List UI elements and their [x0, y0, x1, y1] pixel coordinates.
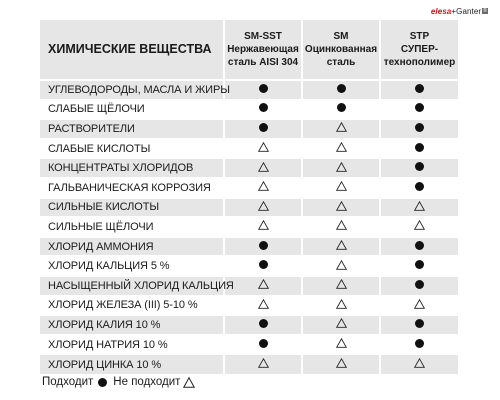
outline-triangle-icon — [336, 181, 347, 191]
chemical-resistance-table — [40, 20, 458, 374]
rating-cell-stp — [380, 256, 458, 276]
rating-cell-sm-sst — [224, 276, 302, 296]
rating-cell-stp — [380, 237, 458, 257]
filled-circle-icon — [259, 241, 268, 250]
outline-triangle-icon — [258, 279, 269, 289]
rating-cell-sm — [302, 354, 380, 374]
filled-circle-icon — [259, 123, 268, 132]
chemical-name: СИЛЬНЫЕ КИСЛОТЫ — [40, 198, 224, 218]
table-row — [40, 217, 458, 237]
rating-cell-sm-sst — [224, 178, 302, 198]
outline-triangle-icon — [258, 220, 269, 230]
table-header-row — [40, 20, 458, 80]
chemical-name: ХЛОРИД ЦИНКА 10 % — [40, 354, 224, 374]
column-header-code: STP — [409, 31, 430, 42]
outline-triangle-icon — [336, 279, 347, 289]
table-row — [40, 178, 458, 198]
chemical-name: ГАЛЬВАНИЧЕСКАЯ КОРРОЗИЯ — [40, 178, 224, 198]
table-row — [40, 354, 458, 374]
rating-cell-stp — [380, 178, 458, 198]
outline-triangle-icon — [336, 260, 347, 270]
brand-logo — [431, 7, 488, 16]
column-header-code: SM-SST — [244, 31, 282, 42]
outline-triangle-icon — [258, 358, 269, 368]
filled-circle-icon — [337, 103, 346, 112]
table-row — [40, 256, 458, 276]
rating-cell-sm-sst — [224, 80, 302, 100]
filled-circle-icon — [415, 103, 424, 112]
outline-triangle-icon — [258, 162, 269, 172]
rating-cell-stp — [380, 354, 458, 374]
rating-cell-stp — [380, 315, 458, 335]
filled-circle-icon — [415, 162, 424, 171]
logo-badge: ® — [483, 8, 487, 14]
filled-circle-icon — [337, 84, 346, 93]
outline-triangle-icon — [336, 201, 347, 211]
outline-triangle-icon — [414, 358, 425, 368]
column-header-chemicals: ХИМИЧЕСКИЕ ВЕЩЕСТВА — [48, 42, 212, 56]
chemical-name: СЛАБЫЕ ЩЁЛОЧИ — [40, 100, 224, 120]
rating-cell-sm — [302, 158, 380, 178]
filled-circle-icon — [415, 260, 424, 269]
filled-circle-icon — [415, 241, 424, 250]
rating-cell-sm — [302, 237, 380, 257]
chemical-name: ХЛОРИД КАЛЬЦИЯ 5 % — [40, 256, 224, 276]
table-row — [40, 198, 458, 218]
rating-cell-sm — [302, 335, 380, 355]
outline-triangle-icon — [414, 299, 425, 309]
rating-cell-stp — [380, 296, 458, 316]
table-row — [40, 296, 458, 316]
table-row — [40, 119, 458, 139]
filled-circle-icon — [415, 143, 424, 152]
rating-cell-stp — [380, 335, 458, 355]
filled-circle-icon — [415, 123, 424, 132]
rating-cell-sm — [302, 100, 380, 120]
column-header-line: сталь — [326, 57, 356, 68]
rating-cell-sm-sst — [224, 315, 302, 335]
rating-cell-sm-sst — [224, 100, 302, 120]
rating-cell-sm-sst — [224, 158, 302, 178]
filled-circle-icon — [415, 280, 424, 289]
rating-cell-sm — [302, 315, 380, 335]
table-row — [40, 276, 458, 296]
rating-cell-sm-sst — [224, 217, 302, 237]
chemical-name: ХЛОРИД АММОНИЯ — [40, 237, 224, 257]
column-header-line: Оцинкованная — [304, 44, 378, 55]
rating-cell-sm — [302, 139, 380, 159]
outline-triangle-icon — [336, 299, 347, 309]
outline-triangle-icon — [258, 201, 269, 211]
table-row — [40, 158, 458, 178]
rating-cell-sm — [302, 178, 380, 198]
table-row — [40, 80, 458, 100]
filled-circle-icon — [98, 378, 107, 387]
outline-triangle-icon — [336, 220, 347, 230]
rating-cell-sm-sst — [224, 296, 302, 316]
outline-triangle-icon — [258, 299, 269, 309]
rating-cell-sm — [302, 198, 380, 218]
chemical-name: ХЛОРИД КАЛИЯ 10 % — [40, 315, 224, 335]
rating-cell-sm — [302, 217, 380, 237]
filled-circle-icon — [259, 339, 268, 348]
column-header-sm — [302, 20, 380, 80]
rating-cell-sm — [302, 276, 380, 296]
chemical-name: РАСТВОРИТЕЛИ — [40, 119, 224, 139]
chemical-name: КОНЦЕНТРАТЫ ХЛОРИДОВ — [40, 158, 224, 178]
rating-cell-stp — [380, 119, 458, 139]
logo-brand: elesa — [430, 7, 452, 16]
rating-cell-stp — [380, 80, 458, 100]
rating-cell-stp — [380, 217, 458, 237]
rating-cell-stp — [380, 139, 458, 159]
outline-triangle-icon — [336, 142, 347, 152]
outline-triangle-icon — [336, 122, 347, 132]
chemical-name: ХЛОРИД НАТРИЯ 10 % — [40, 335, 224, 355]
outline-triangle-icon — [336, 358, 347, 368]
rating-cell-sm-sst — [224, 237, 302, 257]
filled-circle-icon — [259, 260, 268, 269]
outline-triangle-icon — [414, 220, 425, 230]
rating-cell-stp — [380, 276, 458, 296]
column-header-sm-sst — [224, 20, 302, 80]
rating-cell-sm — [302, 256, 380, 276]
outline-triangle-icon — [258, 181, 269, 191]
logo-suffix: +Ganter — [451, 7, 482, 16]
legend-suitable-label: Подходит — [42, 376, 94, 388]
legend — [42, 376, 195, 388]
rating-cell-sm-sst — [224, 256, 302, 276]
rating-cell-sm-sst — [224, 139, 302, 159]
outline-triangle-icon — [336, 318, 347, 328]
chemical-name: СИЛЬНЫЕ ЩЁЛОЧИ — [40, 217, 224, 237]
filled-circle-icon — [415, 339, 424, 348]
rating-cell-stp — [380, 100, 458, 120]
column-header-line: Нержавеющая — [227, 44, 299, 55]
table-row — [40, 237, 458, 257]
rating-cell-sm — [302, 296, 380, 316]
rating-cell-sm-sst — [224, 119, 302, 139]
filled-circle-icon — [415, 182, 424, 191]
column-header-line: технополимер — [383, 57, 456, 68]
chemical-name: СЛАБЫЕ КИСЛОТЫ — [40, 139, 224, 159]
filled-circle-icon — [415, 319, 424, 328]
filled-circle-icon — [259, 319, 268, 328]
table-row — [40, 335, 458, 355]
outline-triangle-icon — [183, 377, 195, 388]
filled-circle-icon — [415, 84, 424, 93]
outline-triangle-icon — [414, 201, 425, 211]
column-header-code: SM — [333, 31, 349, 42]
rating-cell-sm-sst — [224, 335, 302, 355]
outline-triangle-icon — [336, 162, 347, 172]
chemical-name: УГЛЕВОДОРОДЫ, МАСЛА И ЖИРЫ — [40, 80, 224, 100]
rating-cell-sm — [302, 119, 380, 139]
table-row — [40, 315, 458, 335]
filled-circle-icon — [259, 103, 268, 112]
column-header-stp — [380, 20, 458, 80]
outline-triangle-icon — [336, 338, 347, 348]
column-header-line: СУПЕР- — [400, 44, 439, 55]
table-body — [40, 80, 458, 374]
table-row — [40, 100, 458, 120]
rating-cell-stp — [380, 158, 458, 178]
table-row — [40, 139, 458, 159]
rating-cell-stp — [380, 198, 458, 218]
rating-cell-sm-sst — [224, 354, 302, 374]
outline-triangle-icon — [258, 142, 269, 152]
legend-not-suitable-label: Не подходит — [113, 376, 181, 388]
column-header-line: сталь AISI 304 — [227, 57, 299, 68]
rating-cell-sm-sst — [224, 198, 302, 218]
rating-cell-sm — [302, 80, 380, 100]
chemical-name: НАСЫЩЕННЫЙ ХЛОРИД КАЛЬЦИЯ — [40, 276, 224, 296]
chemical-name: ХЛОРИД ЖЕЛЕЗА (III) 5-10 % — [40, 296, 224, 316]
outline-triangle-icon — [336, 240, 347, 250]
filled-circle-icon — [259, 84, 268, 93]
